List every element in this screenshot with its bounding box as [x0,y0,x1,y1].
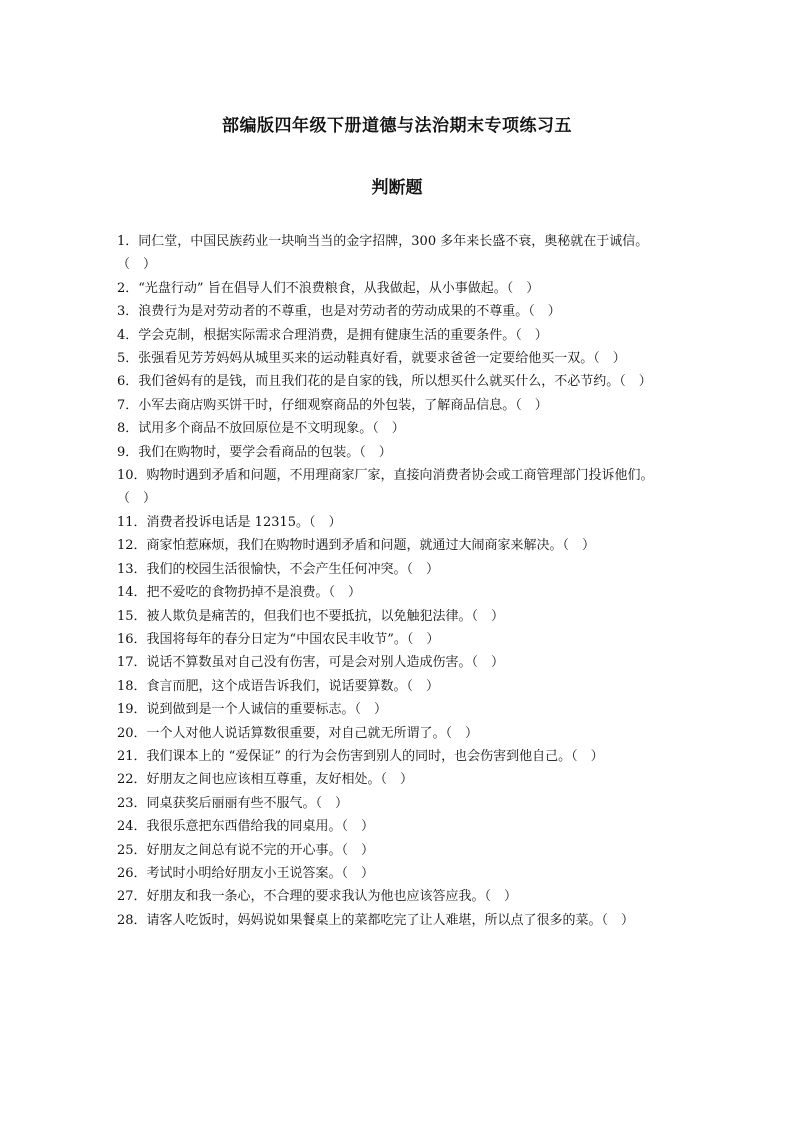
section-title: 判断题 [371,178,423,198]
question-item: 12．商家怕惹麻烦，我们在购物时遇到矛盾和问题，就通过大闹商家来解决。（ ） [117,538,596,554]
question-item: 22．好朋友之间也应该相互尊重，友好相处。（ ） [117,772,414,788]
question-item: 25．好朋友之间总有说不完的开心事。（ ） [117,842,375,858]
question-item: 4．学会克制，根据实际需求合理消费，是拥有健康生活的重要条件。（ ） [117,327,548,343]
question-item: 21．我们课本上的 “爱保证” 的行为会伤害到别人的同时，也会伤害到他自己。（ ） [117,748,604,764]
question-item: 19．说到做到是一个人诚信的重要标志。（ ） [117,702,388,718]
question-item: 27．好朋友和我一条心，不合理的要求我认为他也应该答应我。（ ） [117,889,518,905]
question-item: 3．浪费行为是对劳动者的不尊重，也是对劳动者的劳动成果的不尊重。（ ） [117,304,561,320]
question-item: 7．小军去商店购买饼干时，仔细观察商品的外包装，了解商品信息。（ ） [117,397,548,413]
question-item: 28．请客人吃饭时，妈妈说如果餐桌上的菜都吃完了让人难堪，所以点了很多的菜。（ ） [117,912,635,928]
question-item: 1．同仁堂，中国民族药业一块响当当的金字招牌，300 多年来长盛不衰，奥秘就在于诚信。（ ） [117,234,649,273]
question-item: 18．食言而肥，这个成语告诉我们，说话要算数。（ ） [117,678,440,694]
question-item: 9．我们在购物时，要学会看商品的包装。（ ） [117,444,392,460]
question-list [117,230,673,932]
question-item: 26．考试时小明给好朋友小王说答案。（ ） [117,865,375,881]
question-item: 17．说话不算数虽对自己没有伤害，可是会对别人造成伤害。（ ） [117,655,505,671]
question-item: 13．我们的校园生活很愉快，不会产生任何冲突。（ ） [117,561,440,577]
question-item: 15．被人欺负是痛苦的，但我们也不要抵抗，以免触犯法律。（ ） [117,608,505,624]
question-item: 2．“光盘行动” 旨在倡导人们不浪费粮食，从我做起，从小事做起。（ ） [117,280,540,296]
question-item: 16．我国将每年的春分日定为“中国农民丰收节”。（ ） [117,631,440,647]
question-item: 20．一个人对他人说话算数很重要，对自己就无所谓了。（ ） [117,725,479,741]
question-item: 14．把不爱吃的食物扔掉不是浪费。（ ） [117,585,362,601]
question-item: 23．同桌获奖后丽丽有些不服气。（ ） [117,795,349,811]
question-item: 24．我很乐意把东西借给我的同桌用。（ ） [117,819,375,835]
question-item: 8．试用多个商品不放回原位是不文明现象。（ ） [117,421,405,437]
page-title: 部编版四年级下册道德与法治期末专项练习五 [222,116,572,136]
question-item: 6．我们爸妈有的是钱，而且我们花的是自家的钱，所以想买什么就买什么，不必节约。（ ） [117,374,652,390]
question-item: 10．购物时遇到矛盾和问题，不用理商家厂家，直接向消费者协会或工商管理部门投诉他们。（ ） [117,468,654,507]
question-item: 11．消费者投诉电话是 12315。（ ） [117,514,342,530]
question-item: 5．张强看见芳芳妈妈从城里买来的运动鞋真好看，就要求爸爸一定要给他买一双。（ ） [117,351,626,367]
